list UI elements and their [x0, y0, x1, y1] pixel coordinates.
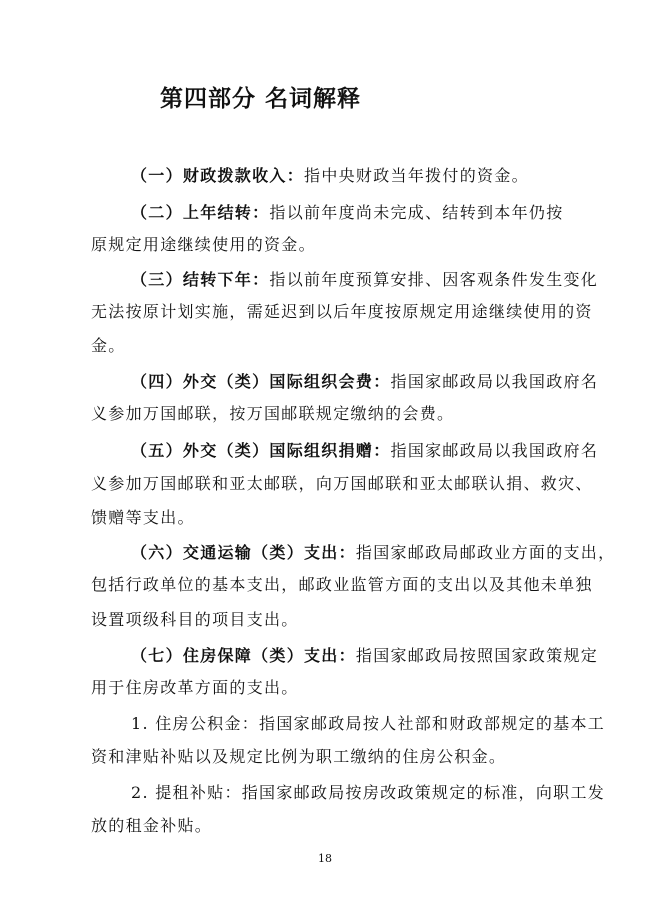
item-3-line-2: 无法按原计划实施，需延迟到以后年度按原规定用途继续使用的资 [91, 302, 593, 321]
item-3-text-1: 指以前年度预算安排、因客观条件发生变化 [269, 270, 599, 289]
item-6-line-1 [131, 543, 615, 563]
item-1-term: （一）财政拨款收入： [131, 166, 305, 185]
item-3-line-3: 金。 [91, 336, 126, 355]
item-4-line-1 [131, 372, 598, 392]
item-5-line-2: 义参加万国邮联和亚太邮联，向万国邮联和亚太邮联认捐、救灾、 [91, 474, 593, 493]
item-2-term: （二）上年结转： [131, 203, 270, 222]
item-3-line-1 [131, 270, 598, 290]
subitem-1-line-1: 1. 住房公积金：指国家邮政局按人社部和财政部规定的基本工 [131, 714, 606, 733]
item-5-term: （五）外交（类）国际组织捐赠： [131, 441, 391, 460]
item-6-term: （六）交通运输（类）支出： [131, 543, 356, 562]
subitem-2-line-1: 2. 提租补贴：指国家邮政局按房改政策规定的标准，向职工发 [131, 783, 606, 802]
item-3-term: （三）结转下年： [131, 270, 270, 289]
subitem-2-line-2: 放的租金补贴。 [91, 816, 213, 835]
item-7-line-1 [131, 646, 598, 666]
item-7-term: （七）住房保障（类）支出： [131, 646, 356, 665]
item-4-line-2: 义参加万国邮联，按万国邮联规定缴纳的会费。 [91, 404, 455, 423]
item-5-line-1 [131, 441, 598, 461]
item-7-line-2: 用于住房改革方面的支出。 [91, 678, 299, 697]
item-1-line-1 [131, 166, 529, 186]
item-6-line-3: 设置项级科目的项目支出。 [91, 610, 299, 629]
subitem-1-line-2: 资和津贴补贴以及规定比例为职工缴纳的住房公积金。 [91, 747, 507, 766]
item-2-line-1 [131, 203, 564, 223]
page-number: 18 [318, 852, 332, 865]
item-4-text-1: 指国家邮政局以我国政府名 [390, 372, 599, 391]
item-4-term: （四）外交（类）国际组织会费： [131, 372, 391, 391]
item-7-text-1: 指国家邮政局按照国家政策规定 [355, 646, 599, 665]
item-6-line-2: 包括行政单位的基本支出，邮政业监管方面的支出以及其他未单独 [91, 575, 593, 594]
page-title: 第四部分 名词解释 [160, 86, 362, 112]
item-5-text-1: 指国家邮政局以我国政府名 [390, 441, 599, 460]
item-6-text-1: 指国家邮政局邮政业方面的支出， [355, 543, 616, 562]
item-2-text-1: 指以前年度尚未完成、结转到本年仍按 [269, 203, 564, 222]
item-1-text: 指中央财政当年拨付的资金。 [304, 166, 529, 185]
item-5-line-3: 馈赠等支出。 [91, 508, 195, 527]
item-2-line-2: 原规定用途继续使用的资金。 [91, 235, 316, 254]
